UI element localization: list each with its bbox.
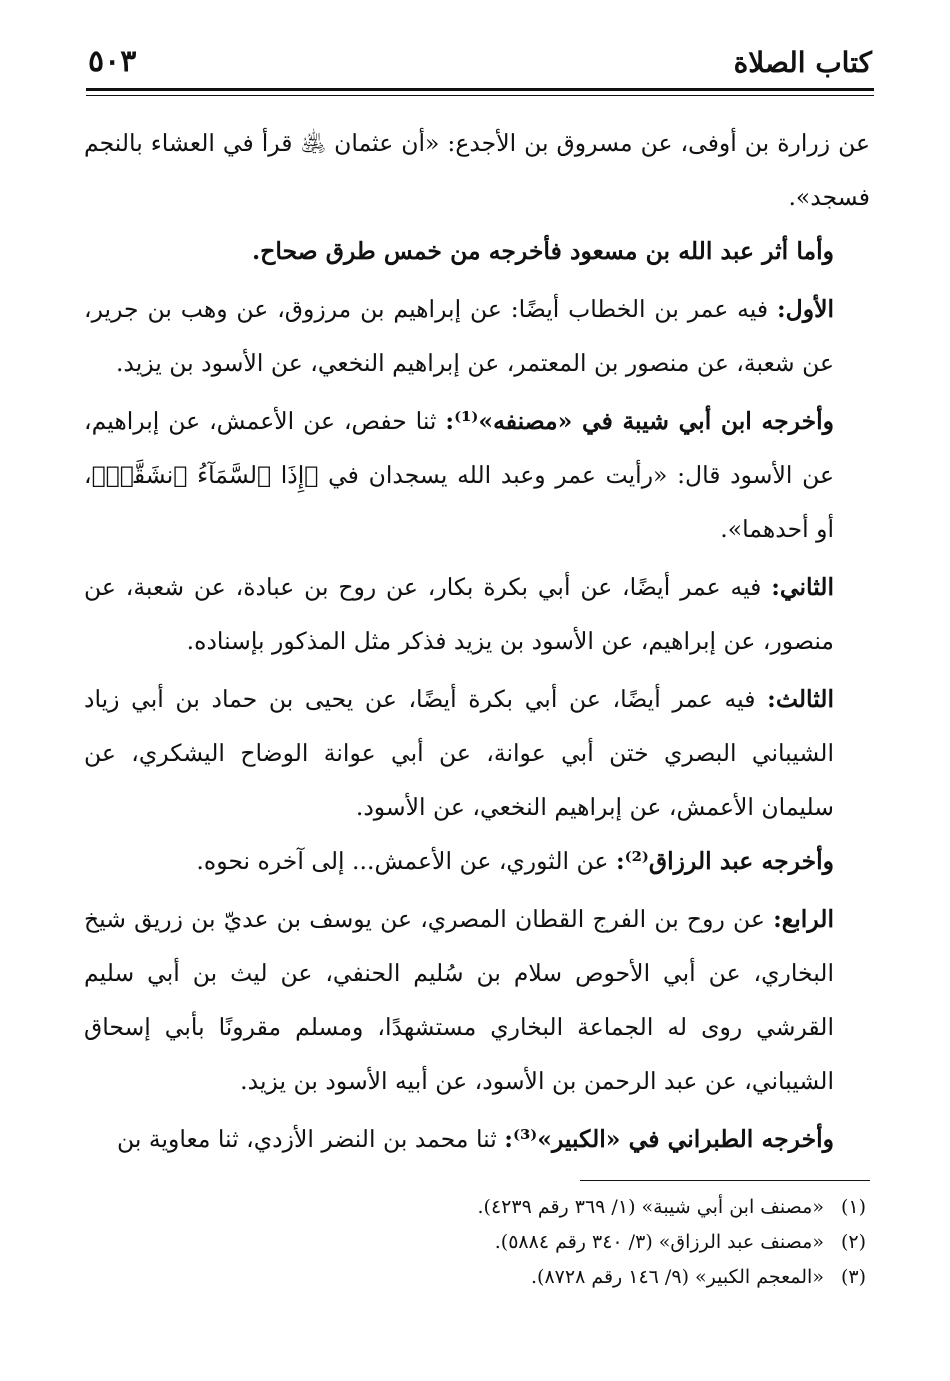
footnote-2-text: «مصنف عبد الرزاق» (٣/ ٣٤٠ رقم ٥٨٨٤). bbox=[494, 1231, 824, 1253]
route-3-text: فيه عمر أيضًا، عن أبي بكرة أيضًا، عن يحيى بن حماد بن أبي زياد الشيباني البصري ختن أبي عوانة، عن أبي عوانة الوضاح اليشكري، عن سليمان الأعمش، عن إبراهيم النخعي، عن الأسود. bbox=[84, 685, 834, 821]
route-3-label: الثالث: bbox=[767, 685, 834, 713]
paragraph-8 bbox=[84, 892, 870, 1108]
footnote-1 bbox=[84, 1190, 866, 1225]
ibn-abi-shayba-label: وأخرجه ابن أبي شيبة في «مصنفه»⁽¹⁾: bbox=[445, 407, 834, 435]
route-1-text: فيه عمر بن الخطاب أيضًا: عن إبراهيم بن مرزوق، عن وهب بن جرير، عن شعبة، عن منصور بن المعتمر، عن إبراهيم النخعي، عن الأسود بن يزيد. bbox=[84, 295, 834, 377]
route-4-text: عن روح بن الفرج القطان المصري، عن يوسف بن عديّ بن زريق شيخ البخاري، عن أبي الأحوص سلام بن سُليم الحنفي، عن ليث بن أبي سليم القرشي روى له الجماعة البخاري مستشهدًا، ومسلم مقرونًا بأبي إسحاق الشيباني، عن عبد الرحمن بن الأسود، عن أبيه الأسود بن يزيد. bbox=[84, 905, 834, 1095]
footnote-separator bbox=[580, 1180, 870, 1181]
footnote-1-text: «مصنف ابن أبي شيبة» (١/ ٣٦٩ رقم ٤٢٣٩). bbox=[477, 1196, 824, 1218]
footnote-2 bbox=[84, 1225, 866, 1260]
footnote-3-number: (٣) bbox=[840, 1266, 866, 1288]
ibn-abi-shayba-text: ثنا حفص، عن الأعمش، عن إبراهيم، عن الأسود قال: «رأيت عمر وعبد الله يسجدان في ﴿إِذَا ٱلسَّمَآءُ ٱنشَقَّتۡ﴾، أو أحدهما». bbox=[84, 407, 834, 543]
route-2-text: فيه عمر أيضًا، عن أبي بكرة بكار، عن روح بن عبادة، عن شعبة، عن منصور، عن إبراهيم، عن الأسود بن يزيد فذكر مثل المذكور بإسناده. bbox=[84, 573, 834, 655]
footnote-3 bbox=[84, 1260, 866, 1295]
header-rule-thin bbox=[86, 95, 874, 96]
header-rule-thick bbox=[86, 88, 874, 91]
route-4-label: الرابع: bbox=[773, 905, 834, 933]
abd-al-razzaq-text: عن الثوري، عن الأعمش... إلى آخره نحوه. bbox=[196, 847, 609, 875]
tabarani-label: وأخرجه الطبراني في «الكبير»⁽³⁾: bbox=[504, 1125, 834, 1153]
paragraph-6 bbox=[84, 672, 870, 834]
abd-al-razzaq-label: وأخرجه عبد الرزاق⁽²⁾: bbox=[615, 847, 834, 875]
main-text bbox=[84, 116, 870, 1166]
paragraph-7 bbox=[84, 834, 870, 888]
footnote-3-text: «المعجم الكبير» (٩/ ١٤٦ رقم ٨٧٢٨). bbox=[531, 1266, 824, 1288]
footnote-2-number: (٢) bbox=[840, 1231, 866, 1253]
tabarani-text: ثنا محمد بن النضر الأزدي، ثنا معاوية بن bbox=[116, 1125, 497, 1153]
running-header bbox=[88, 42, 872, 86]
footnote-1-number: (١) bbox=[840, 1196, 866, 1218]
paragraph-2-heading: وأما أثر عبد الله بن مسعود فأخرجه من خمس طرق صحاح. bbox=[251, 237, 834, 265]
footnotes bbox=[84, 1190, 866, 1295]
chapter-title: كتاب الصلاة bbox=[733, 46, 872, 79]
route-1-label: الأول: bbox=[776, 295, 834, 323]
page-number: ٥٠٣ bbox=[88, 44, 137, 79]
paragraph-9 bbox=[84, 1112, 870, 1166]
route-2-label: الثاني: bbox=[771, 573, 834, 601]
paragraph-4 bbox=[84, 394, 870, 556]
paragraph-1: عن زرارة بن أوفى، عن مسروق بن الأجدع: «أن عثمان ﵁ قرأ في العشاء بالنجم فسجد». bbox=[84, 129, 870, 211]
paragraph-3 bbox=[84, 282, 870, 390]
paragraph-5 bbox=[84, 560, 870, 668]
